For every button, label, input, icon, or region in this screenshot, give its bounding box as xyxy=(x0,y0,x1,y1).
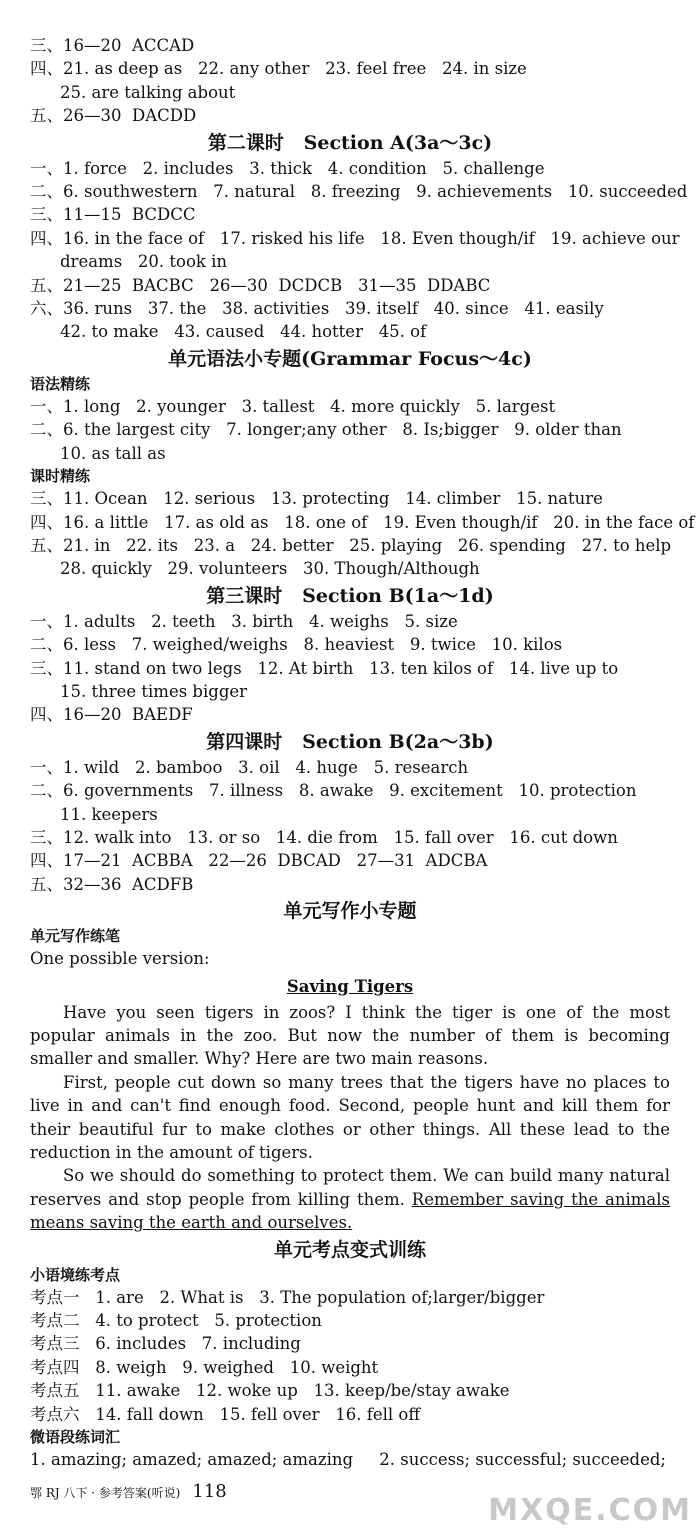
answer-line: 三、12. walk into 13. or so 14. die from 15. fall over 16. cut down xyxy=(30,827,618,847)
answer-line: 10. as tall as xyxy=(60,443,166,463)
answer-line: 五、32—36 ACDFB xyxy=(30,874,194,894)
subsection-label: 单元写作练笔 xyxy=(30,927,121,946)
answer-line: 考点四 8. weigh 9. weighed 10. weight xyxy=(30,1357,379,1377)
answer-line: 四、16. a little 17. as old as 18. one of 19. Even though/if 20. in the face of xyxy=(30,512,695,532)
page-footer xyxy=(30,1481,227,1502)
answer-line: 六、36. runs 37. the 38. activities 39. itself 40. since 41. easily xyxy=(30,299,604,319)
answer-line: 考点一 1. are 2. What is 3. The population of;larger/bigger xyxy=(30,1287,545,1307)
essay-underlined-sentence: Remember saving the animals means saving the earth and ourselves. xyxy=(30,1189,670,1233)
answer-line: 五、21—25 BACBC 26—30 DCDCB 31—35 DDABC xyxy=(30,275,491,295)
essay-paragraph xyxy=(30,1164,670,1234)
answer-line: 四、21. as deep as 22. any other 23. feel free 24. in size xyxy=(30,59,527,79)
section-heading-lesson3: 第三课时 Section B(1a～1d) xyxy=(206,584,494,607)
answer-line: 四、16. in the face of 17. risked his life 18. Even though/if 19. achieve our xyxy=(30,228,680,248)
answer-line: 28. quickly 29. volunteers 30. Though/Although xyxy=(60,559,480,579)
answer-line: 二、6. less 7. weighed/weighs 8. heaviest 9. twice 10. kilos xyxy=(30,635,563,655)
answer-line: 一、1. force 2. includes 3. thick 4. condition 5. challenge xyxy=(30,158,545,178)
footer-label: 鄂 RJ 八下 · 参考答案(听说) xyxy=(30,1486,181,1500)
answer-line: 1. amazing; amazed; amazed; amazing 2. success; successful; succeeded; xyxy=(30,1450,666,1470)
essay-text: So we should do something to protect them. We can build many natural reserves and stop people from killing them. xyxy=(30,1166,670,1209)
section-heading-grammar: 单元语法小专题(Grammar Focus～4c) xyxy=(168,347,532,370)
answer-page xyxy=(30,34,695,1472)
answer-line: 考点二 4. to protect 5. protection xyxy=(30,1311,322,1331)
answer-line: 一、1. adults 2. teeth 3. birth 4. weighs 5. size xyxy=(30,611,458,631)
answer-line: 二、6. the largest city 7. longer;any other 8. Is;bigger 9. older than xyxy=(30,420,622,440)
answer-line: 二、6. southwestern 7. natural 8. freezing 9. achievements 10. succeeded xyxy=(30,182,688,202)
subsection-label: 小语境练考点 xyxy=(30,1265,121,1284)
essay-title: Saving Tigers xyxy=(286,976,414,996)
section-heading-training: 单元考点变式训练 xyxy=(273,1238,426,1261)
essay-intro: One possible version: xyxy=(30,949,210,969)
answer-line: 三、11. Ocean 12. serious 13. protecting 14. climber 15. nature xyxy=(30,489,603,509)
answer-line: 四、17—21 ACBBA 22—26 DBCAD 27—31 ADCBA xyxy=(30,851,488,871)
page-number: 118 xyxy=(192,1481,227,1502)
answer-line: 五、26—30 DACDD xyxy=(30,106,197,126)
answer-line: 42. to make 43. caused 44. hotter 45. of xyxy=(60,322,427,342)
subsection-label: 微语段练词汇 xyxy=(30,1428,121,1447)
essay-paragraph: Have you seen tigers in zoos? I think the tiger is one of the most popular animals in the zoo. But now the number of them is becoming smaller and smaller. Why? Here are two main reasons. xyxy=(30,1002,670,1069)
answer-line: 考点六 14. fall down 15. fell over 16. fell off xyxy=(30,1404,421,1424)
answer-line: 二、6. governments 7. illness 8. awake 9. excitement 10. protection xyxy=(30,781,637,801)
answer-line: 考点五 11. awake 12. woke up 13. keep/be/stay awake xyxy=(30,1381,510,1401)
answer-line: 四、16—20 BAEDF xyxy=(30,705,193,725)
section-heading-writing: 单元写作小专题 xyxy=(283,900,417,923)
answer-line: 15. three times bigger xyxy=(60,681,248,701)
subsection-label: 课时精练 xyxy=(30,467,91,486)
essay-paragraph: First, people cut down so many trees that the tigers have no places to live in and can't find enough food. Second, people hunt and kill them for their beautiful fur to make clothes or other things. All these lead to the reduction in the amount of tigers. xyxy=(30,1072,670,1163)
watermark-logo: MXQE.COM xyxy=(488,1493,692,1528)
answer-line: 一、1. wild 2. bamboo 3. oil 4. huge 5. research xyxy=(30,757,469,777)
section-heading-lesson4: 第四课时 Section B(2a～3b) xyxy=(206,730,494,753)
answer-line: 考点三 6. includes 7. including xyxy=(30,1334,301,1354)
answer-line: 11. keepers xyxy=(60,804,158,824)
subsection-label: 语法精练 xyxy=(30,374,91,393)
section-heading-lesson2: 第二课时 Section A(3a～3c) xyxy=(207,131,493,154)
answer-line: 25. are talking about xyxy=(60,82,236,102)
answer-line: dreams 20. took in xyxy=(60,252,228,272)
answer-line: 一、1. long 2. younger 3. tallest 4. more quickly 5. largest xyxy=(30,396,556,416)
answer-line: 五、21. in 22. its 23. a 24. better 25. playing 26. spending 27. to help xyxy=(30,535,672,555)
answer-line: 三、16—20 ACCAD xyxy=(30,36,195,55)
answer-line: 三、11. stand on two legs 12. At birth 13. ten kilos of 14. live up to xyxy=(30,658,619,678)
answer-line: 三、11—15 BCDCC xyxy=(30,205,196,225)
